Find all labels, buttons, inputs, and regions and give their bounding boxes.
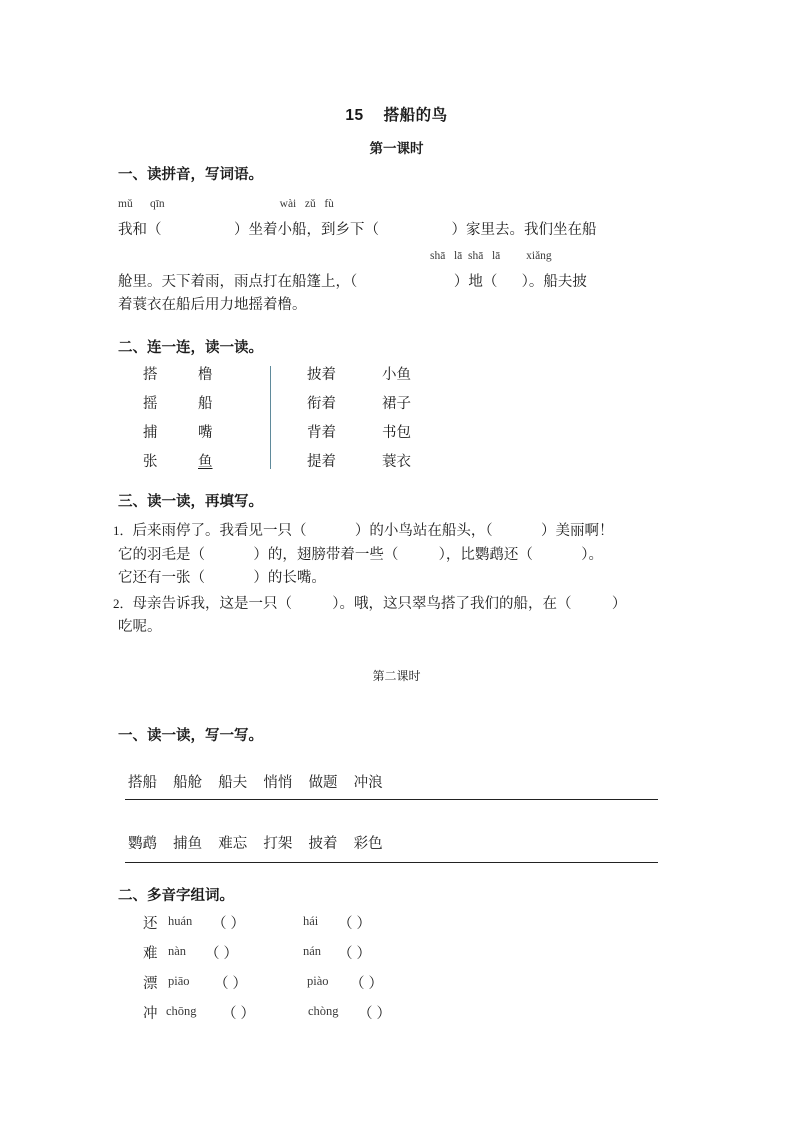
match-left-target[interactable]: 橹	[198, 367, 213, 383]
p1-ex3-item-2-line-1: 2．母亲告诉我，这是一只（ ）。哦，这只翠鸟搭了我们的船，在（ ）	[113, 595, 627, 612]
polyphone-answer-a[interactable]: （ ）	[212, 916, 246, 932]
match-right-term[interactable]: 衔着	[307, 396, 336, 412]
p1-ex1-heading: 一、读拼音，写词语。	[118, 167, 263, 183]
match-right-target[interactable]: 蓑衣	[382, 454, 411, 470]
match-left-term[interactable]: 搭	[143, 367, 158, 383]
match-right-term[interactable]: 提着	[307, 454, 336, 470]
period-two-heading: 第二课时	[372, 669, 421, 683]
polyphone-pinyin-b: piào	[307, 974, 329, 988]
match-right-target[interactable]: 小鱼	[382, 367, 411, 383]
match-row[interactable]	[0, 363, 793, 392]
p1-ex1-text-line-3: 着蓑衣在船后用力地摇着橹。	[118, 297, 307, 313]
lesson-number: 15	[345, 107, 364, 124]
polyphone-pinyin-a: piāo	[168, 974, 190, 988]
match-left-target[interactable]: 嘴	[198, 425, 213, 441]
match-right-target[interactable]: 书包	[382, 425, 411, 441]
polyphone-answer-b[interactable]: （ ）	[338, 946, 372, 962]
polyphone-answer-a[interactable]: （ ）	[205, 946, 239, 962]
p1-ex2-heading: 二、连一连，读一读。	[118, 340, 263, 356]
polyphone-pinyin-a: huán	[168, 914, 193, 928]
polyphone-pinyin-b: nán	[303, 944, 322, 958]
p1-ex3-item-2-line-2: 吃呢。	[118, 619, 162, 635]
p2-ex1-word-row-2: 鹦鹉 捕鱼 难忘 打架 披着 彩色	[128, 836, 383, 852]
match-row[interactable]	[0, 392, 793, 421]
match-row[interactable]	[0, 450, 793, 479]
p2-ex1-heading: 一、读一读，写一写。	[118, 728, 263, 744]
polyphone-pinyin-a: nàn	[168, 944, 187, 958]
polyphone-row	[0, 972, 793, 1002]
polyphone-answer-a[interactable]: （ ）	[222, 1006, 256, 1022]
polyphone-pinyin-a: chōng	[166, 1004, 197, 1018]
p1-exercise-3	[0, 490, 793, 635]
question-number: 1．	[113, 523, 133, 538]
match-left-target[interactable]: 船	[198, 396, 213, 412]
polyphone-character: 难	[143, 946, 158, 962]
polyphone-pinyin-b: hái	[303, 914, 319, 928]
match-left-term[interactable]: 捕	[143, 425, 158, 441]
p1-ex1-text-line-1: 我和（ ）坐着小船，到乡下（ ）家里去。我们坐在船	[118, 221, 597, 238]
question-number: 2．	[113, 595, 133, 611]
writing-line[interactable]	[125, 862, 658, 863]
p1-ex3-item-1-line-1: 1．后来雨停了。我看见一只（ ）的小鸟站在船头，（ ）美丽啊！	[113, 523, 614, 539]
p2-exercise-1	[0, 724, 793, 853]
polyphone-row	[0, 912, 793, 942]
p1-ex3-heading: 三、读一读，再填写。	[118, 494, 263, 510]
match-left-term[interactable]: 摇	[143, 396, 158, 412]
p1-ex1-pinyin-row-1: mǔ qīn wài zǔ fù	[118, 198, 334, 210]
polyphone-row	[0, 1002, 793, 1032]
match-left-term[interactable]: 张	[143, 454, 158, 470]
p1-ex3-item-1-line-3: 它还有一张（ ）的长嘴。	[118, 570, 326, 586]
p1-ex3-item-1-line-2: 它的羽毛是（ ）的，翅膀带着一些（ ），比鹦鹉还（ ）。	[118, 546, 603, 563]
polyphone-list	[0, 912, 793, 1032]
polyphone-row	[0, 942, 793, 972]
polyphone-character: 冲	[143, 1006, 158, 1022]
polyphone-character: 还	[143, 916, 158, 932]
period-one-heading: 第一课时	[369, 141, 424, 156]
polyphone-answer-b[interactable]: （ ）	[338, 916, 372, 932]
match-row[interactable]	[0, 421, 793, 450]
polyphone-pinyin-b: chòng	[308, 1004, 339, 1018]
polyphone-answer-b[interactable]: （ ）	[358, 1006, 392, 1022]
p2-exercise-2	[0, 884, 793, 1022]
p1-ex1-text-line-2: 舱里。天下着雨，雨点打在船篷上，（ ）地（ ）。船夫披	[118, 273, 587, 290]
match-right-term[interactable]: 披着	[307, 367, 336, 383]
lesson-title: 搭船的鸟	[383, 107, 448, 124]
polyphone-answer-a[interactable]: （ ）	[214, 976, 248, 992]
p1-exercise-1	[0, 163, 793, 313]
polyphone-character: 漂	[143, 976, 158, 992]
p2-ex1-word-row-1: 搭船 船舱 船夫 悄悄 做题 冲浪	[128, 775, 383, 791]
p1-ex1-pinyin-row-2: shā lā shā lā xiǎng	[430, 250, 552, 262]
match-right-term[interactable]: 背着	[307, 425, 336, 441]
page-title	[0, 0, 793, 125]
p2-ex2-heading: 二、多音字组词。	[118, 888, 234, 904]
matching-exercise	[0, 363, 793, 479]
match-left-target[interactable]: 鱼	[198, 454, 213, 470]
match-right-target[interactable]: 裙子	[382, 396, 411, 412]
polyphone-answer-b[interactable]: （ ）	[350, 976, 384, 992]
